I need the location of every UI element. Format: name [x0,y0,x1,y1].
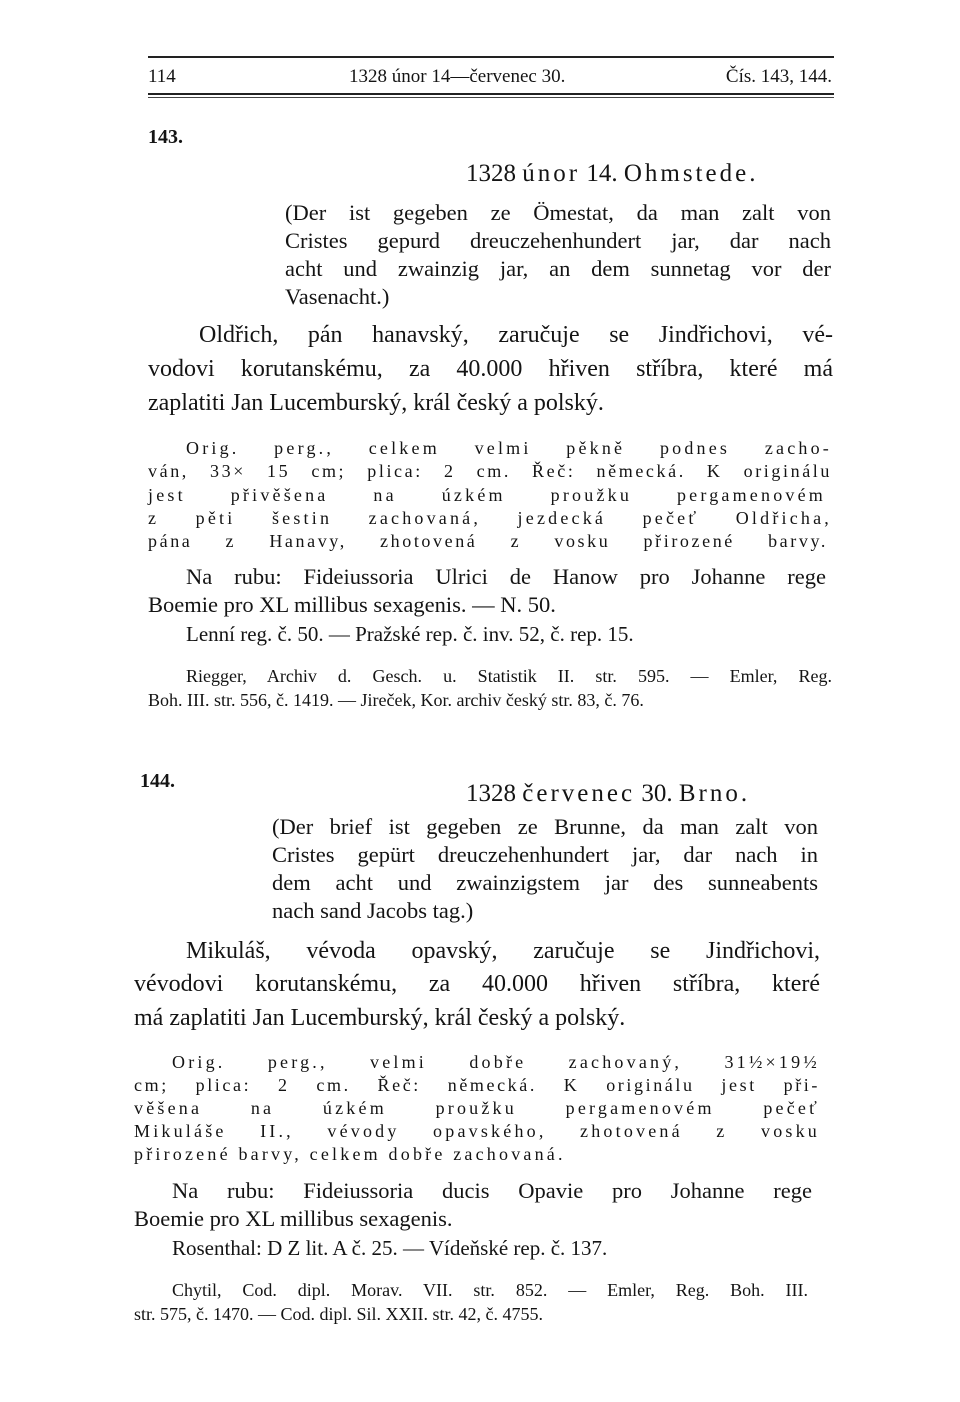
description-line: Mikuláše II., vévody opavského, zhotovená z vosku [134,1121,820,1141]
german-dating-line: dem acht und zwainzigstem jar des sunneabents [272,870,818,895]
verso-line: Boemie pro XL millibus sexagenis. [134,1206,453,1231]
fief-register-line: Lenní reg. č. 50. — Pražské rep. č. inv. 52, č. rep. 15. [186,622,634,646]
entry-heading-144 [466,780,750,808]
german-dating-line: (Der ist gegeben ze Ömestat, da man zalt von [285,200,831,225]
verso-line: Na rubu: Fideiussoria ducis Opavie pro Johanne rege [172,1178,812,1203]
regest-line: vévodovi korutanskému, za 40.000 hřiven stříbra, které [134,971,820,997]
heading-day: 14. [586,160,618,187]
heading-day: 30. [641,780,673,807]
header-rule-bottom-thin [148,97,834,98]
heading-month: červenec [522,780,636,807]
heading-year: 1328 [466,780,516,807]
regest-line: zaplatiti Jan Lucemburský, král český a polský. [148,390,604,416]
german-dating-line: acht und zwainzig jar, an dem sunnetag vor der [285,256,831,281]
regest-line: Mikuláš, vévoda opavský, zaručuje se Jindřichovi, [186,938,820,964]
header-entry-numbers: Čís. 143, 144. [725,66,832,87]
description-line: Orig. perg., velmi dobře zachovaný, 31½×19½ [172,1052,820,1072]
running-header [148,66,832,90]
header-rule-bottom [148,93,834,95]
german-dating-line: Vasenacht.) [285,284,390,309]
header-date-range: 1328 únor 14—červenec 30. [349,66,566,87]
description-line: věšena na úzkém proužku pergamenovém pečeť [134,1098,820,1118]
regest-line: má zaplatiti Jan Lucemburský, král český a polský. [134,1005,626,1031]
literature-line: str. 575, č. 1470. — Cod. dipl. Sil. XXII. str. 42, č. 4755. [134,1304,543,1324]
heading-place: Ohmstede. [623,160,759,187]
german-dating-line: nach sand Jacobs tag.) [272,898,474,923]
entry-number-143: 143. [148,126,183,148]
header-rule-top [148,56,834,58]
heading-year: 1328 [466,160,516,187]
page-number: 114 [148,66,176,87]
description-line: přirozené barvy, celkem dobře zachovaná. [134,1144,566,1164]
entry-heading-143 [466,160,758,188]
verso-line: Na rubu: Fideiussoria Ulrici de Hanow pro Johanne rege [186,564,826,589]
heading-place: Brno. [678,780,751,807]
description-line: jest přivěšena na úzkém proužku pergamenovém [148,485,826,505]
description-line: ván, 33× 15 cm; plica: 2 cm. Řeč: německá. K originálu [148,461,832,481]
german-dating-line: Cristes gepurd dreuczehenhundert jar, dar nach [285,228,831,253]
german-dating-line: (Der brief ist gegeben ze Brunne, da man zalt von [272,814,818,839]
description-line: z pěti šestin zachovaná, jezdecká pečeť Oldřicha, [148,508,832,528]
literature-line: Riegger, Archiv d. Gesch. u. Statistik II. str. 595. — Emler, Reg. [186,666,832,686]
description-line: Orig. perg., celkem velmi pěkně podnes zacho- [186,438,832,458]
description-line: cm; plica: 2 cm. Řeč: německá. K originálu jest při- [134,1075,820,1095]
entry-number-144: 144. [140,770,175,792]
regest-line: vodovi korutanskému, za 40.000 hřiven stříbra, které má [148,356,833,382]
literature-line: Chytil, Cod. dipl. Morav. VII. str. 852. — Emler, Reg. Boh. III. [172,1280,808,1300]
heading-month: únor [522,160,581,187]
regest-line: Oldřich, pán hanavský, zaručuje se Jindřichovi, vé- [199,322,833,348]
literature-line: Boh. III. str. 556, č. 1419. — Jireček, Kor. archiv český str. 83, č. 76. [148,690,644,710]
german-dating-line: Cristes gepürt dreuczehenhundert jar, dar nach in [272,842,818,867]
verso-line: Boemie pro XL millibus sexagenis. — N. 50. [148,592,556,617]
source-line: Rosenthal: D Z lit. A č. 25. — Vídeňské rep. č. 137. [172,1236,608,1260]
description-line: pána z Hanavy, zhotovená z vosku přirozené barvy. [148,531,828,551]
